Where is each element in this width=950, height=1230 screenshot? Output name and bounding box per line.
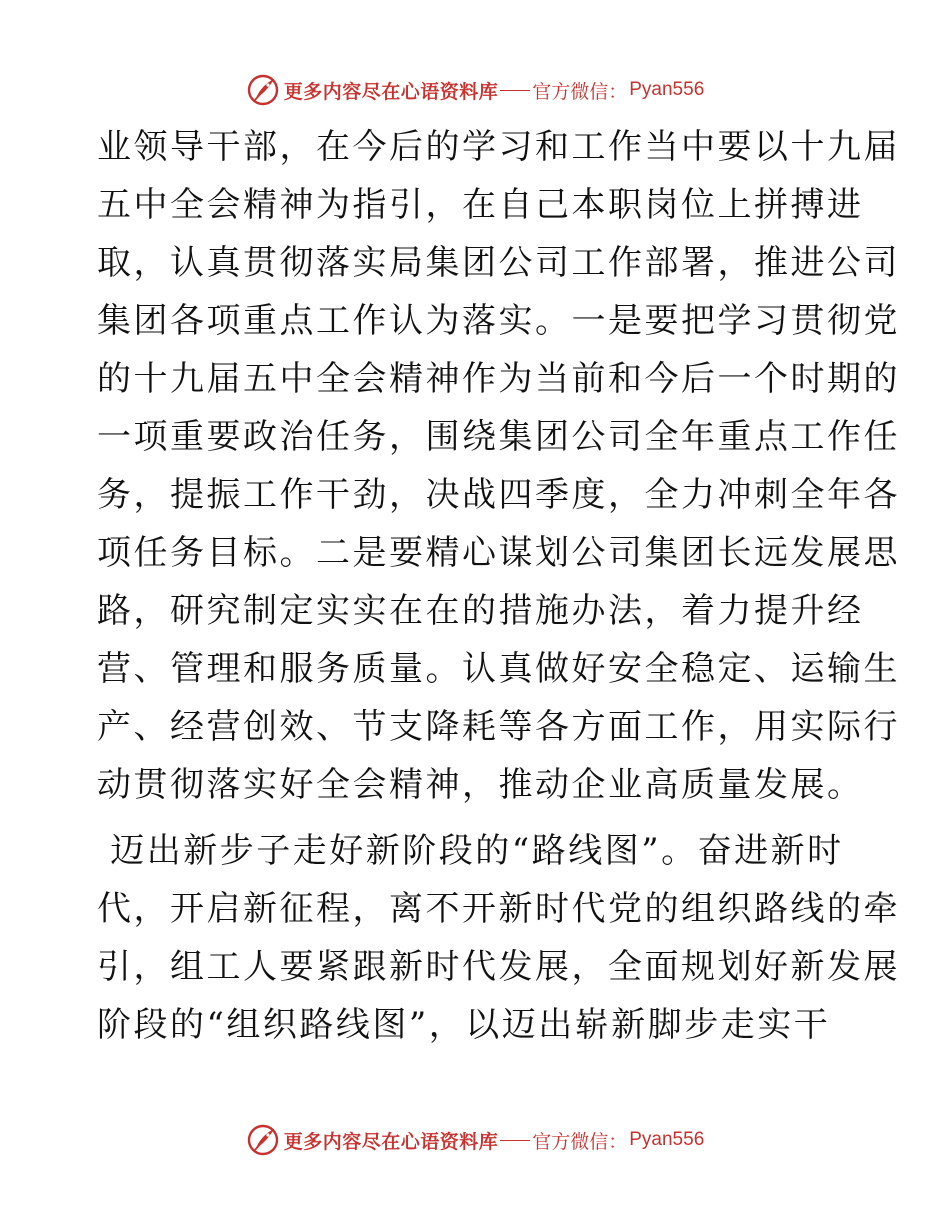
paragraph-gap [97, 814, 857, 822]
banner-dash [500, 1140, 530, 1141]
text-line: 代，开启新征程，离不开新时代党的组织路线的牵 [97, 889, 900, 929]
document-body [97, 118, 900, 1054]
text-line: 业领导干部，在今后的学习和工作当中要以十九届 [97, 127, 900, 167]
text-line: 产、经营创效、节支降耗等各方面工作，用实际行 [97, 707, 900, 747]
text-line: 取，认真贯彻落实局集团公司工作部署，推进公司 [97, 243, 900, 283]
brand-text: 更多内容尽在心语资料库 [283, 80, 499, 103]
text-line: 动贯彻落实好全会精神，推动企业高质量发展。 [97, 765, 864, 805]
feather-quill-logo-icon [246, 1123, 280, 1157]
feather-quill-logo-icon [246, 73, 280, 107]
text-line: 路，研究制定实实在在的措施办法，着力提升经 [97, 591, 864, 631]
paragraph-1 [97, 118, 900, 814]
text-line: 五中全会精神为指引，在自己本职岗位上拼搏进 [97, 185, 864, 225]
text-line: 的十九届五中全会精神作为当前和今后一个时期的 [97, 359, 900, 399]
wechat-label: 官方微信： [532, 1130, 628, 1153]
footer-banner [0, 1120, 950, 1160]
text-line: 一项重要政治任务，围绕集团公司全年重点工作任 [97, 417, 900, 457]
text-line: 阶段的“组织路线图”，以迈出崭新脚步走实干 [97, 1005, 831, 1045]
text-line: 集团各项重点工作认为落实。一是要把学习贯彻党 [97, 301, 900, 341]
wechat-label: 官方微信： [532, 80, 628, 103]
text-line: 项任务目标。二是要精心谋划公司集团长远发展思 [97, 533, 900, 573]
paragraph-2 [97, 822, 900, 1054]
wechat-id: Pyan556 [629, 79, 705, 100]
banner-dash [500, 90, 530, 91]
text-line: 务，提振工作干劲，决战四季度，全力冲刺全年各 [97, 475, 900, 515]
text-line: 迈出新步子走好新阶段的“路线图”。奋进新时 [97, 831, 844, 871]
text-line: 营、管理和服务质量。认真做好安全稳定、运输生 [97, 649, 900, 689]
brand-text: 更多内容尽在心语资料库 [283, 1130, 499, 1153]
text-line: 引，组工人要紧跟新时代发展，全面规划好新发展 [97, 947, 900, 987]
wechat-id: Pyan556 [629, 1129, 705, 1150]
header-banner [0, 70, 950, 110]
